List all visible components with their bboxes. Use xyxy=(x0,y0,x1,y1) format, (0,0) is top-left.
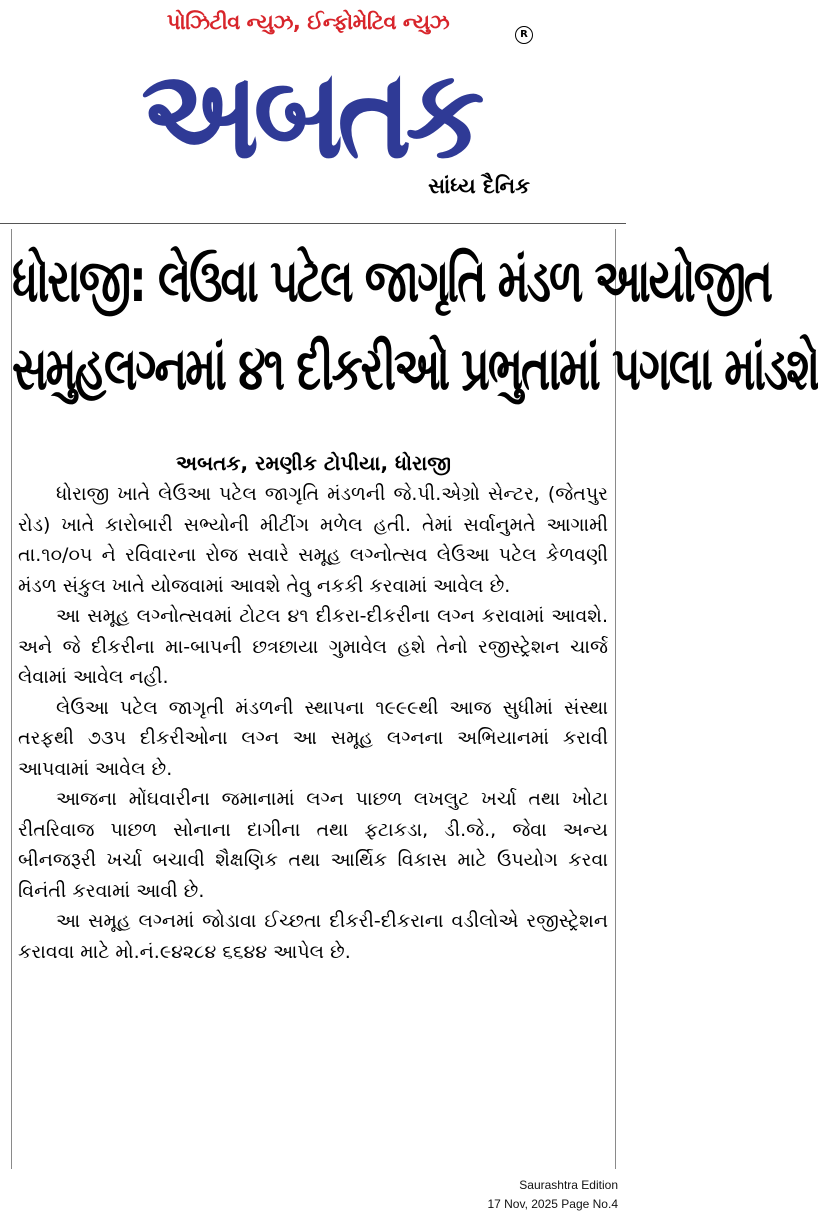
registered-trademark-mark: R xyxy=(515,26,533,44)
article-byline: અબતક, રમણીક ટોપીયા, ધોરાજી xyxy=(176,451,451,475)
edition-date-page: 17 Nov, 2025 Page No.4 xyxy=(487,1197,618,1211)
article-headline-line-1: ધોરાજી: લેઉવા પટેલ જાગૃતિ મંડળ આયોજીત xyxy=(12,247,771,316)
newspaper-masthead xyxy=(0,0,626,222)
article-paragraph: આજના મોંઘવારીના જમાનામાં લગ્ન પાછળ લખલુટ ખર્ચા તથા ખોટા રીતરિવાજ પાછળ સોનાના દાગીના તથા ફટાકડા, ડી.જે., જેવા અન્ય બીનજરૂરી ખર્ચા બચાવી શૈક્ષણિક તથા આર્થિક વિકાસ માટે ઉપયોગ કરવા વિનંતી કરવામાં આવી છે. xyxy=(18,788,608,902)
masthead-subtitle: સાંધ્ય દૈનિક xyxy=(428,174,530,198)
news-article xyxy=(11,229,818,1169)
article-paragraph: ધોરાજી ખાતે લેઉઆ પટેલ જાગૃતિ મંડળની જે.પી.એગ્રો સેન્ટર, (જેતપુર રોડ) ખાતે કારોબારી સભ્યોની મીટીંગ મળેલ હતી. તેમાં સર્વાનુમતે આગામી તા.૧૦/૦૫ ને રવિવારના રોજ સવારે સમૂહ લગ્નોત્સવ લેઉઆ પટેલ કેળવણી મંડળ સંકુલ ખાતે યોજવામાં આવશે તેવુ નકકી કરવામાં આવેલ છે. xyxy=(18,483,608,597)
article-body xyxy=(18,479,608,967)
article-paragraph: આ સમૂહ લગ્નોત્સવમાં ટોટલ ૪૧ દીકરા-દીકરીના લગ્ન કરાવામાં આવશે. અને જે દીકરીના મા-બાપની છત્રછાયા ગુમાવેલ હશે તેનો રજીસ્ટ્રેશન ચાર્જ લેવામાં આવેલ નહી. xyxy=(18,605,608,688)
article-headline-line-2: સમુહલગ્નમાં ૪૧ દીકરીઓ પ્રભુતામાં પગલા માંડશે xyxy=(12,335,818,404)
edition-info xyxy=(487,1176,618,1214)
newspaper-logo: અબતક xyxy=(141,43,479,186)
article-paragraph: આ સમૂહ લગ્નમાં જોડાવા ઈચ્છતા દીકરી-દીકરાના વડીલોએ રજીસ્ટ્રેશન કરાવવા માટે મો.નં.૯૪૨૮૪ ૬૬૪૪ આપેલ છે. xyxy=(18,910,608,963)
edition-name: Saurashtra Edition xyxy=(519,1178,618,1192)
article-paragraph: લેઉઆ પટેલ જાગૃતી મંડળની સ્થાપના ૧૯૯૯થી આજ સુધીમાં સંસ્થા તરફથી ૭૩૫ દીકરીઓના લગ્ન આ સમૂહ લગ્નના અભિયાનમાં કરાવી આપવામાં આવેલ છે. xyxy=(18,696,608,780)
masthead-tagline: પોઝિટીવ ન્યુઝ, ઈન્ફોમેટિવ ન્યુઝ xyxy=(166,10,450,34)
masthead-divider xyxy=(0,223,626,224)
